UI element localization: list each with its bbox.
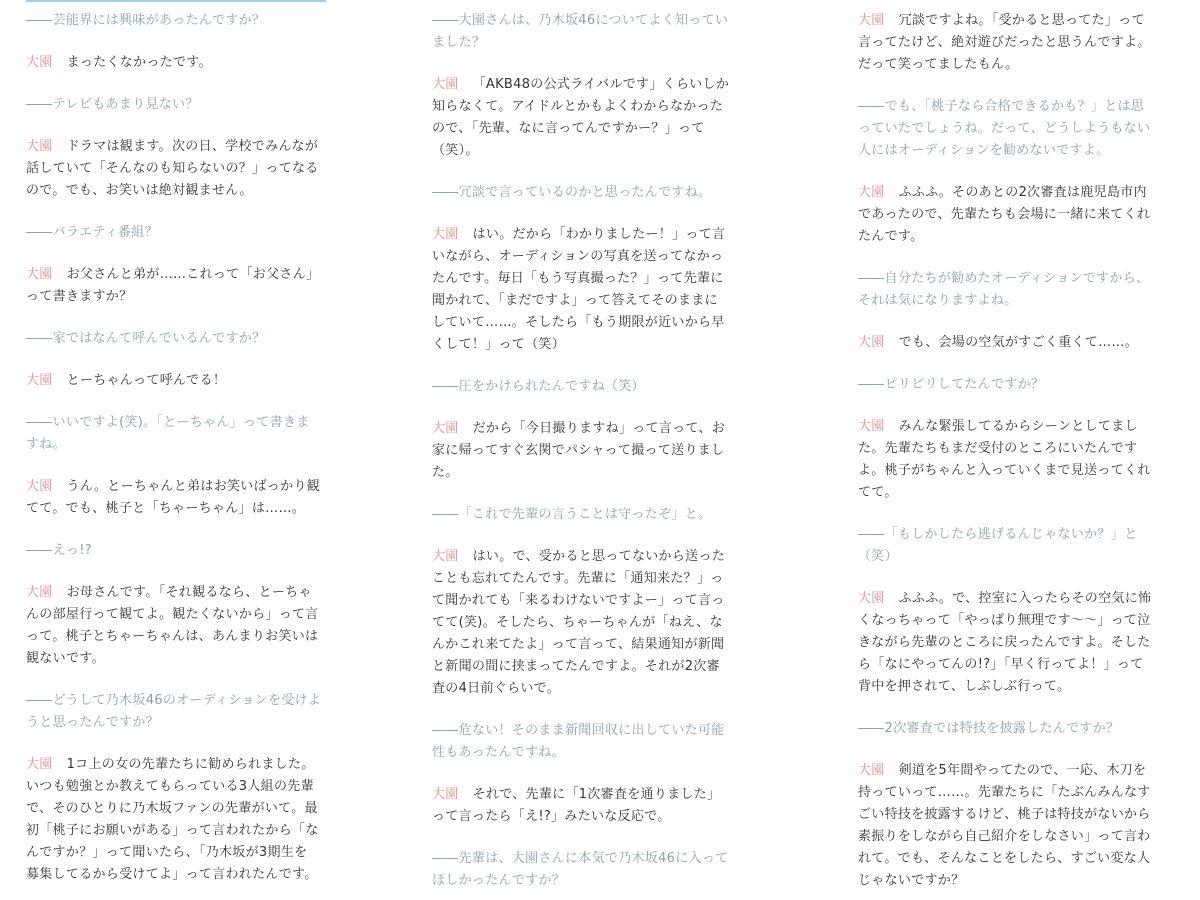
interviewer-question-line <box>432 12 728 29</box>
interviewee-answer-line <box>432 314 725 331</box>
interviewee-answer-line <box>858 12 1145 29</box>
line-text: いながら、オーディションの写真を送ってなかっ <box>432 249 724 264</box>
interviewee-answer-line <box>26 756 315 773</box>
interviewee-answer-line <box>858 440 1137 457</box>
line-text: てて(笑)。そしたら、ちゃーちゃんが「ねえ、な <box>432 615 723 630</box>
line-text: ――テレビもあまり見ない？ <box>26 97 199 112</box>
line-text: ――2次審査では特技を披露したんですか？ <box>858 721 1120 736</box>
line-text: てて。 <box>858 485 898 500</box>
line-text: 査の4日前ぐらいで。 <box>432 681 561 696</box>
line-text: ――家ではなんて呼んでいるんですか？ <box>26 331 266 346</box>
interviewer-question-line <box>26 542 92 559</box>
interviewee-answer-line <box>858 34 1151 51</box>
interviewer-question-line <box>26 436 66 453</box>
line-text: ことも忘れてたんです。先輩に「通知来た？」っ <box>432 571 724 586</box>
interviewee-answer-line <box>26 606 319 623</box>
interviewee-answer-line <box>432 76 729 93</box>
speaker-label: 大園 <box>858 335 885 350</box>
line-text: た。先輩たちもまだ受付のところにいたんです <box>858 441 1138 456</box>
speaker-label: 大園 <box>26 139 53 154</box>
line-text: していて……。そしたら「もう期限が近いから早 <box>432 315 725 330</box>
interviewee-answer-line <box>432 336 565 353</box>
interviewer-question-line <box>432 744 565 761</box>
interviewee-answer-line <box>858 228 923 245</box>
line-text: 観ないです。 <box>26 651 105 666</box>
interviewer-question-line <box>26 330 265 347</box>
interviewer-question-line <box>26 692 321 709</box>
interviewer-question-line <box>432 850 728 867</box>
interviewee-answer-line <box>858 872 964 889</box>
interviewee-answer-line <box>858 762 1146 779</box>
line-text: ――圧をかけられたんですね（笑） <box>432 379 645 394</box>
interviewee-answer-line <box>432 464 459 481</box>
interviewer-question-line <box>26 414 310 431</box>
interviewee-answer-line <box>858 656 1144 673</box>
line-text: た。 <box>432 465 459 480</box>
interviewee-answer-line <box>26 372 226 389</box>
line-text: 家に帰ってすぐ玄関でパシャって撮って送りまし <box>432 443 725 458</box>
line-text: ので。でも、お笑いは絶対観ません。 <box>26 183 253 198</box>
line-text: ――どうして乃木坂46のオーディションを受けよ <box>26 693 322 708</box>
interviewee-answer-line <box>26 500 305 517</box>
line-text: 性もあったんですね。 <box>432 745 565 760</box>
line-text: ので、「先輩、なに言ってんですかー？」って <box>432 121 705 136</box>
line-text: それは気になりますよね。 <box>858 293 1018 308</box>
line-text: じゃないですか？ <box>858 873 965 888</box>
interviewee-answer-line <box>432 98 723 115</box>
speaker-label: 大園 <box>432 787 459 802</box>
line-text: みんな緊張してるからシーンとしてまし <box>898 419 1138 434</box>
line-text: れて。でも、そんなことをしたら、すごい変な人 <box>858 851 1151 866</box>
interviewee-answer-line <box>432 548 725 565</box>
line-text: きながら先輩のところに戻ったんですよ。そした <box>858 635 1151 650</box>
line-text: ました？ <box>432 35 486 50</box>
interviewee-answer-line <box>26 138 318 155</box>
line-text: たんです。 <box>858 229 924 244</box>
interviewer-question-line <box>858 142 1109 159</box>
line-text: はい。だから「わかりましたー！」って言 <box>472 227 726 242</box>
line-text: ――芸能界には興味があったんですか？ <box>26 13 266 28</box>
interviewee-answer-line <box>858 612 1151 629</box>
interviewer-question-line <box>26 96 199 113</box>
line-text: とーちゃんって呼んでる！ <box>66 373 227 388</box>
speaker-label: 大園 <box>26 479 53 494</box>
line-text: 冗談ですよね。「受かると思ってた」って <box>898 13 1145 28</box>
speaker-label: 大園 <box>858 419 885 434</box>
interviewee-answer-line <box>858 462 1151 479</box>
interviewee-answer-line <box>858 634 1151 651</box>
line-text: ――バラエティ番組？ <box>26 225 158 240</box>
speaker-label: 大園 <box>26 585 53 600</box>
interviewee-answer-line <box>858 850 1150 867</box>
interviewer-question-line <box>858 270 1149 287</box>
speaker-label: 大園 <box>26 757 53 772</box>
line-text: 持っていって……。先輩たちに「たぶんみんなす <box>858 785 1151 800</box>
line-text: だって笑ってましたもん。 <box>858 57 1019 72</box>
line-text: 素振りをしながら自己紹介をしなさい」って言わ <box>858 829 1151 844</box>
line-text: って。桃子とちゃーちゃんは、あんまりお笑いは <box>26 629 319 644</box>
interviewee-answer-line <box>432 142 479 159</box>
interviewer-question-line <box>858 526 1137 543</box>
line-text: ふふふ。そのあとの2次審査は鹿児島市内 <box>898 185 1147 200</box>
line-text: ――えっ!? <box>26 543 92 558</box>
line-text: うと思ったんですか？ <box>26 715 160 730</box>
line-text: 「AKB48の公式ライバルです」くらいしか <box>472 77 730 92</box>
line-text: だから「今日撮りますね」って言って、お <box>472 421 726 436</box>
interviewer-question-line <box>858 120 1150 137</box>
line-text: ――ピリピリしてたんですか？ <box>858 377 1045 392</box>
interviewer-question-line <box>432 378 645 395</box>
line-text: んかこれ来てたよ」って言って、結果通知が新聞 <box>432 637 725 652</box>
interviewee-answer-line <box>26 844 307 861</box>
line-text: ら「なにやってんの!?」「早く行ってよ！」って <box>858 657 1144 672</box>
line-text: と新聞の間に挟まってたんですよ。それが2次審 <box>432 659 720 674</box>
line-text: ほしかったんですか？ <box>432 873 566 888</box>
line-text: ――危ない！そのまま新聞回収に出していた可能 <box>432 723 725 738</box>
interviewee-answer-line <box>26 182 253 199</box>
line-text: くして！」って（笑） <box>432 337 566 352</box>
line-text: 聞かれて、「まだですよ」って答えてそのままに <box>432 293 718 308</box>
interviewee-answer-line <box>858 56 1018 73</box>
line-text: お母さんです。「それ観るなら、とーちゃ <box>66 585 312 600</box>
interviewee-answer-line <box>858 184 1147 201</box>
line-text: ――いいですよ(笑)。「とーちゃん」って書きま <box>26 415 310 430</box>
line-text: て聞かれても「来るわけないですよー」って言っ <box>432 593 725 608</box>
interviewee-answer-line <box>432 292 718 309</box>
line-text: まったくなかったです。 <box>66 55 212 70</box>
interviewer-question-line <box>432 184 711 201</box>
interviewee-answer-line <box>432 226 725 243</box>
line-text: お父さんと弟が……これって「お父さん」 <box>66 267 320 282</box>
interviewer-question-line <box>432 34 485 51</box>
interviewer-question-line <box>858 98 1144 115</box>
line-text: であったので、先輩たちも会場に一緒に来てくれ <box>858 207 1151 222</box>
interviewer-question-line <box>858 720 1119 737</box>
interviewee-answer-line <box>432 570 724 587</box>
interviewee-answer-line <box>432 420 725 437</box>
speaker-label: 大園 <box>858 591 885 606</box>
interviewer-question-line <box>432 506 711 523</box>
line-text: いつも勉強とか教えてもらっている3人組の先輩 <box>26 779 314 794</box>
speaker-label: 大園 <box>858 763 885 778</box>
interviewee-answer-line <box>432 636 724 653</box>
line-text: ごい特技を披露するけど、桃子は特技がないから <box>858 807 1151 822</box>
line-text: ――でも、「桃子なら合格できるかも？」とは思 <box>858 99 1145 114</box>
line-text: で、そのひとりに乃木坂ファンの先輩がいて。最 <box>26 801 318 816</box>
line-text: んですか？」って聞いたら、「乃木坂が3期生を <box>26 845 308 860</box>
line-text: ドラマは観ます。次の日、学校でみんなが <box>66 139 319 154</box>
interviewer-question-line <box>858 548 898 565</box>
interviewee-answer-line <box>432 614 723 631</box>
interviewee-answer-line <box>26 778 314 795</box>
interviewee-answer-line <box>26 800 318 817</box>
line-text: はい。で、受かると思ってないから送った <box>472 549 726 564</box>
line-text: たんです。毎日「もう写真撮った？」って先輩に <box>432 271 724 286</box>
speaker-label: 大園 <box>26 267 53 282</box>
line-text: って書きますか？ <box>26 289 133 304</box>
speaker-label: 大園 <box>26 55 53 70</box>
interviewee-answer-line <box>26 160 319 177</box>
interviewer-question-line <box>26 714 159 731</box>
interviewee-answer-line <box>432 120 705 137</box>
line-text: 背中を押されて、しぶしぶ行って。 <box>858 679 1071 694</box>
line-text: ――「これで先輩の言うことは守ったぞ」と。 <box>432 507 712 522</box>
line-text: くなっちゃって「やっぱり無理です〜〜」って泣 <box>858 613 1151 628</box>
interviewee-answer-line <box>26 650 105 667</box>
interviewee-answer-line <box>26 54 212 71</box>
interviewee-answer-line <box>432 270 724 287</box>
interviewee-answer-line <box>432 248 723 265</box>
interviewer-question-line <box>432 722 725 739</box>
speaker-label: 大園 <box>432 227 459 242</box>
interviewee-answer-line <box>858 784 1151 801</box>
interviewee-answer-line <box>432 680 560 697</box>
line-text: ふふふ。で、控室に入ったらその空気に怖 <box>898 591 1152 606</box>
speaker-label: 大園 <box>858 13 885 28</box>
interviewee-answer-line <box>858 828 1151 845</box>
interviewer-question-line <box>26 12 265 29</box>
interviewer-question-line <box>858 292 1018 309</box>
interviewee-answer-line <box>26 288 132 305</box>
line-text: って言ったら「え!?」みたいな反応で。 <box>432 809 671 824</box>
line-text: 話していて「そんなのも知らないの？」ってなる <box>26 161 319 176</box>
speaker-label: 大園 <box>432 77 459 92</box>
interviewee-answer-line <box>432 808 671 825</box>
interviewer-question-line <box>26 224 158 241</box>
speaker-label: 大園 <box>26 373 53 388</box>
interviewee-answer-line <box>26 478 320 495</box>
line-text: それで、先輩に「1次審査を通りました」 <box>472 787 721 802</box>
interviewee-answer-line <box>26 266 319 283</box>
line-text: てて。でも、桃子と「ちゃーちゃん」は……。 <box>26 501 306 516</box>
line-text: （笑） <box>858 549 898 564</box>
speaker-label: 大園 <box>432 549 459 564</box>
speaker-label: 大園 <box>432 421 459 436</box>
line-text: っていたでしょうね。だって、どうしようもない <box>858 121 1151 136</box>
interviewee-answer-line <box>26 584 312 601</box>
line-text: 言ってたけど、絶対遊びだったと思うんですよ。 <box>858 35 1151 50</box>
interviewee-answer-line <box>26 866 318 883</box>
line-text: （笑）。 <box>432 143 479 158</box>
interviewee-answer-line <box>858 418 1138 435</box>
interviewee-answer-line <box>858 484 898 501</box>
line-text: 人にはオーディションを勧めないですよ。 <box>858 143 1110 158</box>
top-accent-rule <box>26 0 326 2</box>
line-text: 1コ上の女の先輩たちに勧められました。 <box>66 757 315 772</box>
line-text: ――先輩は、大園さんに本気で乃木坂46に入って <box>432 851 729 866</box>
line-text: すね。 <box>26 437 66 452</box>
line-text: ――冗談で言っているのかと思ったんですね。 <box>432 185 712 200</box>
interviewee-answer-line <box>858 334 1138 351</box>
interviewee-answer-line <box>26 822 319 839</box>
line-text: 募集してるから受けてよ」って言われたんです。 <box>26 867 318 882</box>
interviewee-answer-line <box>432 592 725 609</box>
interviewee-answer-line <box>858 806 1151 823</box>
line-text: うん。とーちゃんと弟はお笑いばっかり観 <box>66 479 321 494</box>
interviewee-answer-line <box>26 628 318 645</box>
interviewee-answer-line <box>858 678 1070 695</box>
line-text: 知らなくて。アイドルとかもよくわからなかった <box>432 99 724 114</box>
line-text: よ。桃子がちゃんと入っていくまで見送ってくれ <box>858 463 1151 478</box>
interviewee-answer-line <box>858 590 1151 607</box>
line-text: 初「桃子にお願いがある」って言われたから「な <box>26 823 319 838</box>
line-text: でも、会場の空気がすごく重くて……。 <box>898 335 1139 350</box>
interviewee-answer-line <box>432 786 720 803</box>
interviewer-question-line <box>858 376 1044 393</box>
line-text: ――「もしかしたら逃げるんじゃないか？」と <box>858 527 1138 542</box>
line-text: んの部屋行って観てよ。観たくないから」って言 <box>26 607 319 622</box>
interviewee-answer-line <box>858 206 1150 223</box>
interviewee-answer-line <box>432 442 724 459</box>
speaker-label: 大園 <box>858 185 885 200</box>
line-text: 剣道を5年間やってたので、一応、木刀を <box>898 763 1147 778</box>
interviewee-answer-line <box>432 658 720 675</box>
line-text: ――大園さんは、乃木坂46についてよく知ってい <box>432 13 729 28</box>
line-text: ――自分たちが勧めたオーディションですから、 <box>858 271 1150 286</box>
interviewer-question-line <box>432 872 565 889</box>
